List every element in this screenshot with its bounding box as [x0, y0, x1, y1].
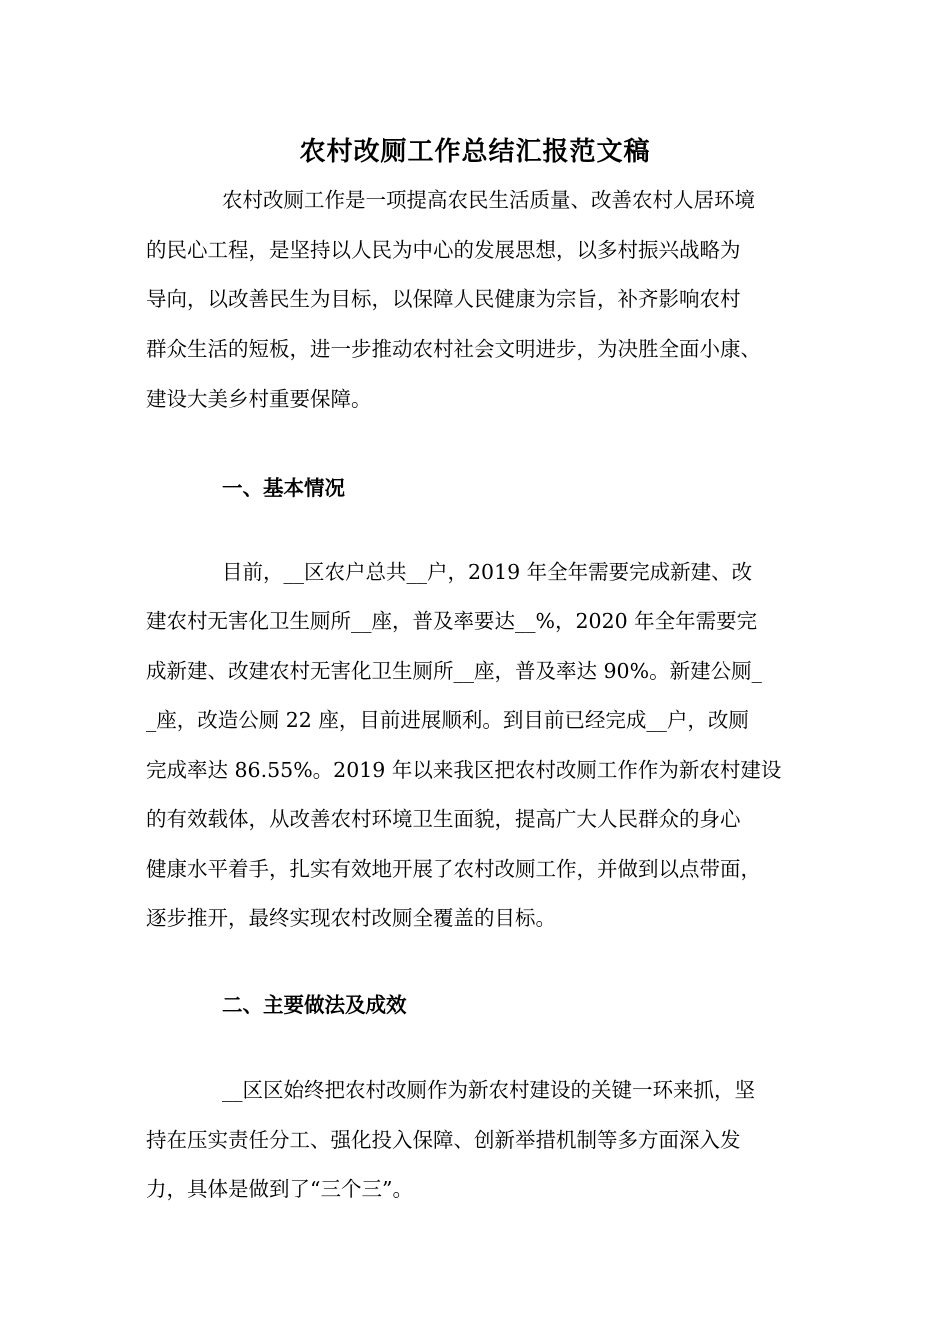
section-heading-main-practices: 二、主要做法及成效: [222, 993, 407, 1017]
section2-line: 持在压实责任分工、强化投入保障、创新举措机制等多方面深入发: [146, 1128, 741, 1152]
section1-line: 成新建、改建农村无害化卫生厕所__座，普及率达 90%。新建公厕_: [146, 659, 762, 683]
section1-line: 逐步推开，最终实现农村改厕全覆盖的目标。: [146, 906, 556, 930]
section2-line: 力，具体是做到了“三个三”。: [146, 1177, 413, 1201]
intro-line: 的民心工程，是坚持以人民为中心的发展思想，以多村振兴战略为: [146, 238, 741, 262]
section1-line: 目前，__区农户总共__户，2019 年全年需要完成新建、改: [222, 560, 753, 584]
section1-line: 建农村无害化卫生厕所__座，普及率要达__%，2020 年全年需要完: [146, 609, 758, 633]
section1-line: _座，改造公厕 22 座，目前进展顺利。到目前已经完成__户，改厕: [146, 708, 749, 732]
document-title: 农村改厕工作总结汇报范文稿: [299, 137, 651, 167]
section1-line: 健康水平着手，扎实有效地开展了农村改厕工作，并做到以点带面，: [146, 857, 761, 881]
section1-line: 的有效载体，从改善农村环境卫生面貌，提高广大人民群众的身心: [146, 807, 741, 831]
section2-line: __区区始终把农村改厕作为新农村建设的关键一环来抓，坚: [222, 1078, 755, 1102]
intro-line: 农村改厕工作是一项提高农民生活质量、改善农村人居环境: [222, 188, 755, 212]
section1-line: 完成率达 86.55%。2019 年以来我区把农村改厕工作作为新农村建设: [146, 758, 782, 782]
intro-line: 建设大美乡村重要保障。: [146, 387, 372, 411]
intro-line: 群众生活的短板，进一步推动农村社会文明进步，为决胜全面小康、: [146, 337, 761, 361]
intro-line: 导向，以改善民生为目标，以保障人民健康为宗旨，补齐影响农村: [146, 287, 741, 311]
section-heading-basic-situation: 一、基本情况: [222, 476, 345, 500]
